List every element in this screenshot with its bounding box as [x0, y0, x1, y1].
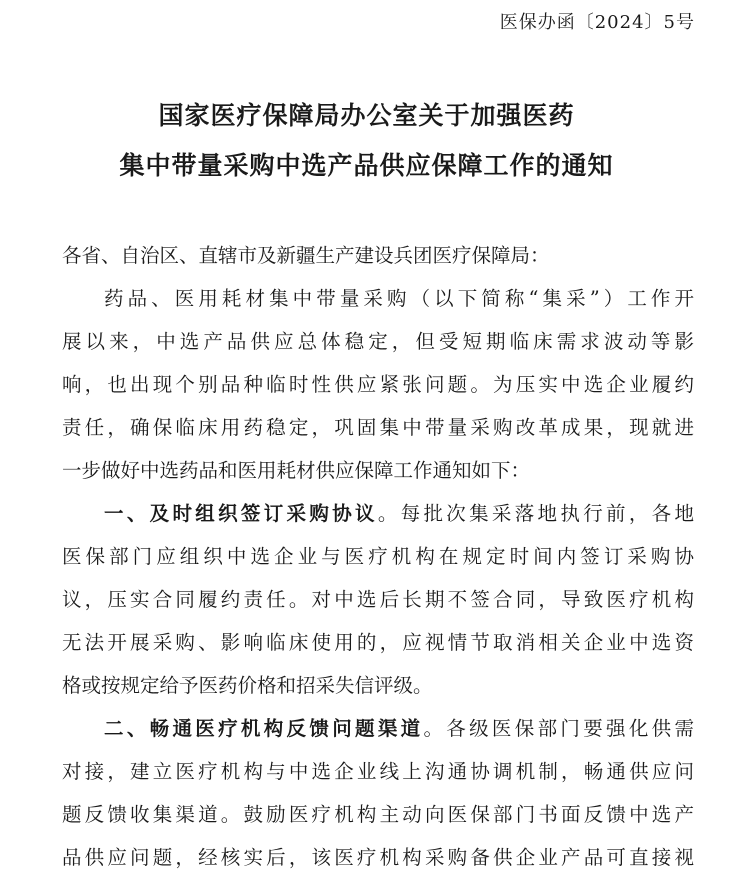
section-1-text: 。每批次集采落地执行前，各地: [377, 502, 694, 525]
intro-line: 一步做好中选药品和医用耗材供应保障工作通知如下：: [62, 459, 531, 482]
section-1-line: 医保部门应组织中选企业与医疗机构在规定时间内签订采购协: [62, 545, 694, 568]
intro-line: 药品、医用耗材集中带量采购（以下简称“集采”）工作开: [104, 287, 694, 310]
document-title-line-2: 集中带量采购中选产品供应保障工作的通知: [119, 151, 614, 180]
section-2-line: 品供应问题，经核实后，该医疗机构采购备供企业产品可直接视: [62, 846, 694, 869]
section-2-line: 题反馈收集渠道。鼓励医疗机构主动向医保部门书面反馈中选产: [62, 803, 694, 826]
section-1-first-line: [104, 502, 694, 526]
intro-line: 响，也出现个别品种临时性供应紧张问题。为压实中选企业履约: [62, 373, 694, 396]
salutation: 各省、自治区、直辖市及新疆生产建设兵团医疗保障局：: [62, 244, 550, 267]
section-2-text: 。各级医保部门要强化供需: [423, 717, 694, 740]
section-2-heading: 二、畅通医疗机构反馈问题渠道: [104, 717, 424, 740]
section-1-line: 格或按规定给予医药价格和招采失信评级。: [62, 674, 433, 697]
document-title-line-1: 国家医疗保障局办公室关于加强医药: [158, 101, 575, 130]
section-2-first-line: [104, 717, 694, 741]
section-2-line: 对接，建立医疗机构与中选企业线上沟通协调机制，畅通供应问: [62, 760, 694, 783]
section-1-heading: 一、及时组织签订采购协议: [104, 502, 378, 525]
intro-line: 展以来，中选产品供应总体稳定，但受短期临床需求波动等影: [62, 330, 694, 353]
intro-line: 责任，确保临床用药稳定，巩固集中带量采购改革成果，现就进: [62, 416, 694, 439]
document-number: 医保办函〔2024〕5号: [499, 12, 695, 33]
section-1-line: 无法开展采购、影响临床使用的，应视情节取消相关企业中选资: [62, 631, 694, 654]
section-1-line: 议，压实合同履约责任。对中选后长期不签合同，导致医疗机构: [62, 588, 694, 611]
